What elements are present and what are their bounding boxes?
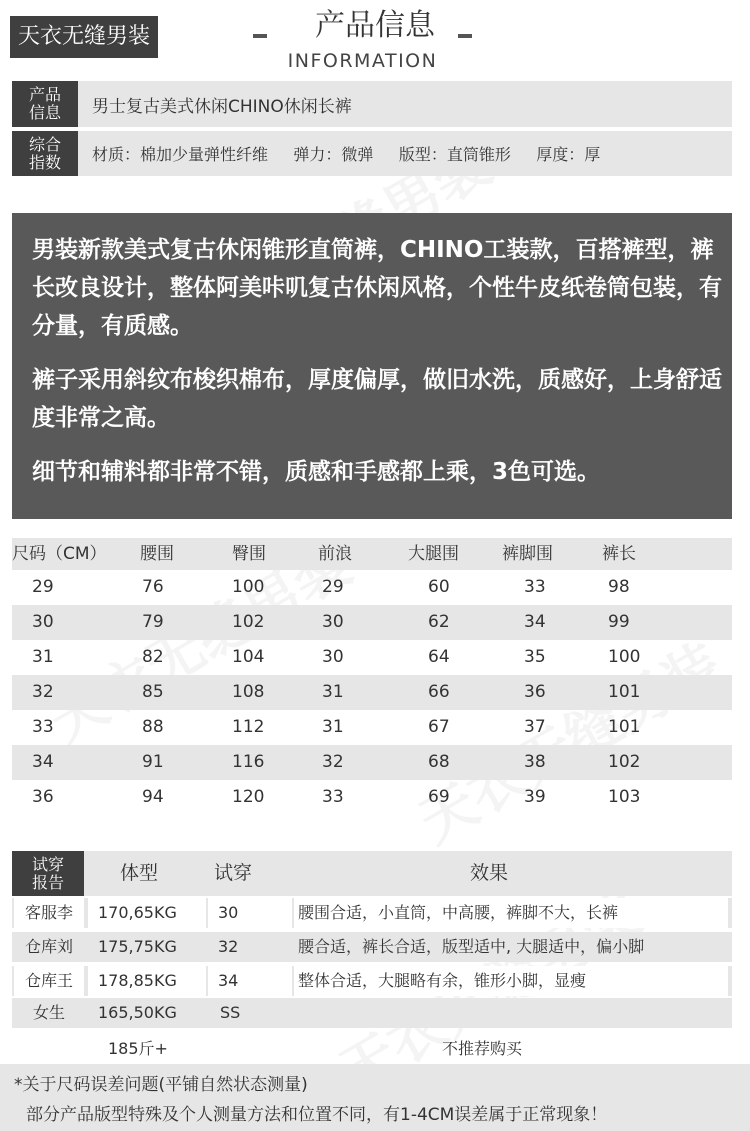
size-cell: 103 bbox=[608, 787, 641, 807]
try-on-row bbox=[12, 898, 732, 928]
size-cell: 60 bbox=[428, 577, 450, 597]
product-info-row bbox=[12, 81, 732, 127]
col-header-body: 体型 bbox=[120, 862, 159, 884]
tester-name: 女生 bbox=[32, 1003, 65, 1022]
try-on-row bbox=[12, 932, 732, 962]
size-cell: 64 bbox=[428, 647, 450, 667]
size-cell: 120 bbox=[232, 787, 265, 807]
col-header: 前浪 bbox=[318, 544, 352, 564]
size-cell: 85 bbox=[142, 682, 164, 702]
page-title: 产品信息 bbox=[315, 8, 435, 43]
body-type: 178,85KG bbox=[88, 966, 206, 996]
size-cell: 38 bbox=[524, 752, 546, 772]
size-row bbox=[12, 675, 732, 710]
size-cell: 112 bbox=[232, 717, 265, 737]
size-cell: 36 bbox=[524, 682, 546, 702]
size-cell: 91 bbox=[142, 752, 164, 772]
description-paragraph: 裤子采用斜纹布梭织棉布，厚度偏厚，做旧水洗，质感好，上身舒适度非常之高。 bbox=[32, 367, 722, 431]
size-cell: 30 bbox=[32, 612, 54, 632]
not-recommended: 不推荐购买 bbox=[442, 1039, 523, 1058]
size-cell: 30 bbox=[322, 647, 344, 667]
col-header-size: 试穿 bbox=[214, 862, 253, 884]
brand-badge: 天衣无缝男装 bbox=[10, 16, 158, 58]
description-paragraph: 男装新款美式复古休闲锥形直筒裤，CHINO工装款，百搭裤型，裤长改良设计，整体阿美咔叽复古休闲风格，个性牛皮纸卷筒包装，有分量，有质感。 bbox=[32, 237, 722, 339]
size-cell: 79 bbox=[142, 612, 164, 632]
col-header: 裤长 bbox=[602, 544, 636, 564]
size-cell: 62 bbox=[428, 612, 450, 632]
size-cell: 100 bbox=[232, 577, 265, 597]
size-cell: 37 bbox=[524, 717, 546, 737]
size-cell: 32 bbox=[322, 752, 344, 772]
try-on-extra-row bbox=[12, 1034, 732, 1064]
size-cell: 36 bbox=[32, 787, 54, 807]
size-cell: 29 bbox=[32, 577, 54, 597]
size-cell: 67 bbox=[428, 717, 450, 737]
body-type: 165,50KG bbox=[98, 1003, 177, 1022]
col-header: 裤脚围 bbox=[502, 544, 553, 564]
label-line: 产品 bbox=[28, 85, 61, 104]
tester-name: 仓库刘 bbox=[24, 937, 73, 956]
size-cell: 66 bbox=[428, 682, 450, 702]
col-header: 尺码（CM） bbox=[12, 544, 107, 564]
size-cell: 104 bbox=[232, 647, 265, 667]
tester-name: 仓库王 bbox=[14, 966, 84, 996]
label-line: 报告 bbox=[31, 872, 64, 892]
tried-size: 30 bbox=[208, 898, 292, 928]
size-cell: 76 bbox=[142, 577, 164, 597]
product-info-label bbox=[12, 81, 78, 127]
description-box bbox=[12, 213, 732, 519]
tried-size: 34 bbox=[208, 966, 292, 996]
size-table bbox=[12, 538, 732, 815]
size-cell: 108 bbox=[232, 682, 265, 702]
size-row bbox=[12, 640, 732, 675]
size-cell: 94 bbox=[142, 787, 164, 807]
size-row bbox=[12, 710, 732, 745]
product-name: 男士复古美式休闲CHINO休闲长裤 bbox=[92, 96, 352, 117]
index-info-label bbox=[12, 131, 78, 176]
size-cell: 102 bbox=[608, 752, 641, 772]
size-cell: 68 bbox=[428, 752, 450, 772]
description-paragraph: 细节和辅料都非常不错，质感和手感都上乘，3色可选。 bbox=[32, 459, 601, 485]
label-line: 试穿 bbox=[31, 854, 64, 874]
size-cell: 99 bbox=[608, 612, 630, 632]
size-row bbox=[12, 605, 732, 640]
size-cell: 31 bbox=[322, 717, 344, 737]
size-cell: 32 bbox=[32, 682, 54, 702]
size-cell: 31 bbox=[32, 647, 54, 667]
size-cell: 88 bbox=[142, 717, 164, 737]
try-on-row bbox=[12, 998, 732, 1028]
size-cell: 102 bbox=[232, 612, 265, 632]
size-cell: 30 bbox=[322, 612, 344, 632]
fit-effect: 腰围合适，小直筒，中高腰，裤脚不大，长裤 bbox=[294, 898, 728, 928]
material-specs: 材质：棉加少量弹性纤维 弹力：微弹 版型：直筒锥形 厚度：厚 bbox=[92, 145, 601, 164]
size-error-note bbox=[0, 1064, 750, 1131]
size-cell: 33 bbox=[32, 717, 54, 737]
try-on-label bbox=[12, 851, 84, 896]
tried-size: SS bbox=[220, 1003, 241, 1022]
size-cell: 100 bbox=[608, 647, 641, 667]
size-cell: 101 bbox=[608, 682, 641, 702]
try-on-row bbox=[12, 966, 732, 996]
size-cell: 39 bbox=[524, 787, 546, 807]
page-subtitle: INFORMATION bbox=[287, 50, 438, 72]
size-cell: 69 bbox=[428, 787, 450, 807]
size-cell: 35 bbox=[524, 647, 546, 667]
label-line: 信息 bbox=[28, 103, 61, 122]
size-cell: 116 bbox=[232, 752, 265, 772]
size-cell: 33 bbox=[322, 787, 344, 807]
index-info-row bbox=[12, 131, 732, 176]
col-header: 腰围 bbox=[140, 544, 174, 564]
col-header: 臀围 bbox=[232, 544, 266, 564]
size-row bbox=[12, 570, 732, 605]
note-title: *关于尺码误差问题(平铺自然状态测量) bbox=[14, 1075, 308, 1095]
size-cell: 34 bbox=[524, 612, 546, 632]
size-row bbox=[12, 780, 732, 815]
tried-size: 32 bbox=[218, 937, 239, 956]
col-header: 大腿围 bbox=[408, 544, 459, 564]
fit-effect: 腰合适，裤长合适，版型适中, 大腿适中，偏小脚 bbox=[298, 937, 645, 956]
size-cell: 31 bbox=[322, 682, 344, 702]
size-cell: 34 bbox=[32, 752, 54, 772]
size-cell: 33 bbox=[524, 577, 546, 597]
size-cell: 101 bbox=[608, 717, 641, 737]
size-cell: 29 bbox=[322, 577, 344, 597]
size-table-header bbox=[12, 538, 732, 570]
size-row bbox=[12, 745, 732, 780]
label-line: 综合 bbox=[28, 134, 61, 154]
title-dash-right bbox=[458, 34, 472, 38]
body-type: 175,75KG bbox=[98, 937, 177, 956]
size-cell: 82 bbox=[142, 647, 164, 667]
label-line: 指数 bbox=[28, 152, 61, 172]
col-header-effect: 效果 bbox=[470, 862, 509, 884]
weight-note: 185斤+ bbox=[108, 1039, 168, 1058]
tester-name: 客服李 bbox=[14, 898, 84, 928]
body-type: 170,65KG bbox=[88, 898, 206, 928]
fit-effect: 整体合适，大腿略有余，锥形小脚，显瘦 bbox=[294, 966, 728, 996]
size-cell: 98 bbox=[608, 577, 630, 597]
note-body: 部分产品版型特殊及个人测量方法和位置不同，有1-4CM误差属于正常现象！ bbox=[26, 1105, 608, 1125]
try-on-header bbox=[12, 851, 732, 896]
